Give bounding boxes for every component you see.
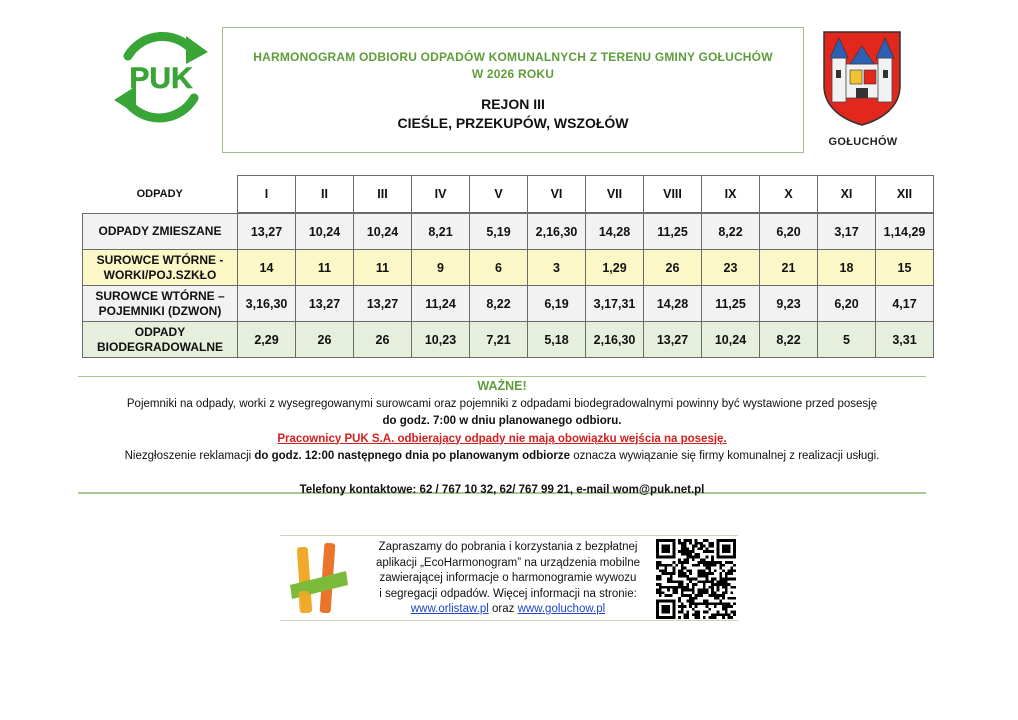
notice-title: WAŻNE! (477, 379, 527, 393)
row-mixed-waste (83, 214, 934, 250)
pickup-dates: 15 (876, 250, 934, 286)
pickup-dates: 26 (296, 322, 354, 358)
pickup-dates: 11,25 (644, 214, 702, 250)
waste-type-header: ODPADY (83, 176, 238, 213)
row-label-line-2: BIODEGRADOWALNE (97, 339, 223, 354)
eco-harmonogram-promo (280, 535, 738, 621)
row-label (83, 322, 238, 358)
promo-line-4: i segregacji odpadów. Więcej informacji na stronie: (379, 587, 637, 600)
title-line-2: W 2026 ROKU (471, 67, 555, 81)
month-header: IV (412, 176, 470, 213)
pickup-dates: 4,17 (876, 286, 934, 322)
month-header: VI (528, 176, 586, 213)
promo-links-conjunction: oraz (488, 603, 518, 615)
pickup-dates: 13,27 (644, 322, 702, 358)
pickup-dates: 13,27 (296, 286, 354, 322)
region-localities: CIEŚLE, PRZEKUPÓW, WSZOŁÓW (397, 115, 629, 131)
pickup-dates: 21 (760, 250, 818, 286)
pickup-dates: 1,14,29 (876, 214, 934, 250)
pickup-dates: 2,16,30 (528, 214, 586, 250)
pickup-dates: 5,18 (528, 322, 586, 358)
row-label (83, 286, 238, 322)
row-recyclables-bags (83, 250, 934, 286)
pickup-dates: 11,25 (702, 286, 760, 322)
pickup-dates: 26 (354, 322, 412, 358)
schedule-title (223, 49, 803, 83)
pickup-dates: 8,21 (412, 214, 470, 250)
month-header: V (470, 176, 528, 213)
month-header: IX (702, 176, 760, 213)
pickup-dates: 13,27 (238, 214, 296, 250)
pickup-dates: 10,23 (412, 322, 470, 358)
month-header: XI (818, 176, 876, 213)
pickup-dates: 26 (644, 250, 702, 286)
pickup-dates: 11,24 (412, 286, 470, 322)
puk-logo (108, 26, 214, 126)
pickup-dates: 6,20 (818, 286, 876, 322)
pickup-dates: 6,20 (760, 214, 818, 250)
schedule-table (82, 175, 934, 358)
pickup-dates: 10,24 (296, 214, 354, 250)
notice-complaint-deadline: do godz. 12:00 następnego dnia po planowanym odbiorze (254, 450, 571, 462)
month-header: I (238, 176, 296, 213)
pickup-dates: 18 (818, 250, 876, 286)
pickup-dates: 2,16,30 (586, 322, 644, 358)
promo-text (358, 540, 658, 618)
pickup-dates: 14,28 (644, 286, 702, 322)
row-biodegradable (83, 322, 934, 358)
notice-line-4-end: oznacza wywiązanie się firmy komunalnej z realizacji usługi. (570, 450, 880, 462)
pickup-dates: 9,23 (760, 286, 818, 322)
notice-deadline: do godz. 7:00 w dniu planowanego odbioru. (382, 415, 622, 427)
month-header: XII (876, 176, 934, 213)
pickup-dates: 14,28 (586, 214, 644, 250)
link-goluchow[interactable]: www.goluchow.pl (517, 603, 606, 615)
month-header: X (760, 176, 818, 213)
row-label-line-2: POJEMNIKI (DZWON) (98, 303, 222, 318)
promo-line-1: Zapraszamy do pobrania i korzystania z bezpłatnej (378, 541, 638, 553)
month-header: VIII (644, 176, 702, 213)
pickup-dates: 11 (354, 250, 412, 286)
region-block (223, 95, 803, 133)
title-line-1: HARMONOGRAM ODBIORU ODPADÓW KOMUNALNYCH Z TERENU GMINY GOŁUCHÓW (253, 50, 773, 64)
pickup-dates: 8,22 (702, 214, 760, 250)
pickup-dates: 6 (470, 250, 528, 286)
notice-line-4-start: Niezgłoszenie reklamacji (124, 450, 255, 462)
pickup-dates: 3 (528, 250, 586, 286)
notice-line-4 (78, 448, 926, 466)
coat-of-arms-label: GOŁUCHÓW (828, 136, 898, 148)
pickup-dates: 8,22 (760, 322, 818, 358)
pickup-dates: 5,19 (470, 214, 528, 250)
pickup-dates: 10,24 (702, 322, 760, 358)
month-header: II (296, 176, 354, 213)
month-header-row (83, 176, 934, 213)
link-orlistaw[interactable]: www.orlistaw.pl (410, 603, 489, 615)
pickup-dates: 1,29 (586, 250, 644, 286)
month-header: VII (586, 176, 644, 213)
row-label-line-1: ODPADY ZMIESZANE (98, 224, 222, 238)
pickup-dates: 8,22 (470, 286, 528, 322)
promo-line-2: aplikacji „EcoHarmonogram” na urządzenia mobilne (376, 556, 640, 569)
pickup-dates: 5 (818, 322, 876, 358)
pickup-dates: 9 (412, 250, 470, 286)
pickup-dates: 2,29 (238, 322, 296, 358)
row-recyclables-bins (83, 286, 934, 322)
goluchow-coat-of-arms (822, 30, 902, 126)
pickup-dates: 6,19 (528, 286, 586, 322)
promo-links (358, 602, 658, 618)
notice-line-1: Pojemniki na odpady, worki z wysegregowanymi surowcami oraz pojemniki z odpadami biodegradowalnymi powinny być wystawione przed posesję (126, 397, 878, 410)
row-label-line-1: SUROWCE WTÓRNE – (95, 288, 225, 303)
pickup-dates: 7,21 (470, 322, 528, 358)
row-label (83, 250, 238, 286)
puk-logo-text: PUK (129, 62, 193, 95)
qr-code-icon[interactable] (656, 539, 736, 619)
pickup-dates: 10,24 (354, 214, 412, 250)
notice-warning: Pracownicy PUK S.A. odbierający odpady nie mają obowiązku wejścia na posesję. (277, 432, 727, 445)
pickup-dates: 23 (702, 250, 760, 286)
contact-phones: Telefony kontaktowe: 62 / 767 10 32, 62/ 767 99 21, e-mail wom@puk.net.pl (299, 483, 705, 496)
eco-harmonogram-logo (286, 541, 350, 617)
month-header: III (354, 176, 412, 213)
row-label-line-2: WORKI/POJ.SZKŁO (103, 267, 217, 282)
important-notice (78, 376, 926, 494)
pickup-dates: 13,27 (354, 286, 412, 322)
promo-line-3: zawierającej informacje o harmonogramie wywozu (379, 572, 637, 584)
pickup-dates: 14 (238, 250, 296, 286)
region-name: REJON III (481, 96, 545, 112)
header-box (222, 27, 804, 153)
notice-line-2 (78, 413, 926, 431)
row-label (83, 214, 238, 250)
pickup-dates: 3,31 (876, 322, 934, 358)
row-label-line-1: SUROWCE WTÓRNE - (96, 252, 224, 267)
pickup-dates: 3,16,30 (238, 286, 296, 322)
pickup-dates: 11 (296, 250, 354, 286)
notice-line-3 (78, 431, 926, 449)
row-label-line-1: ODPADY (134, 324, 186, 339)
pickup-dates: 3,17 (818, 214, 876, 250)
pickup-dates: 3,17,31 (586, 286, 644, 322)
